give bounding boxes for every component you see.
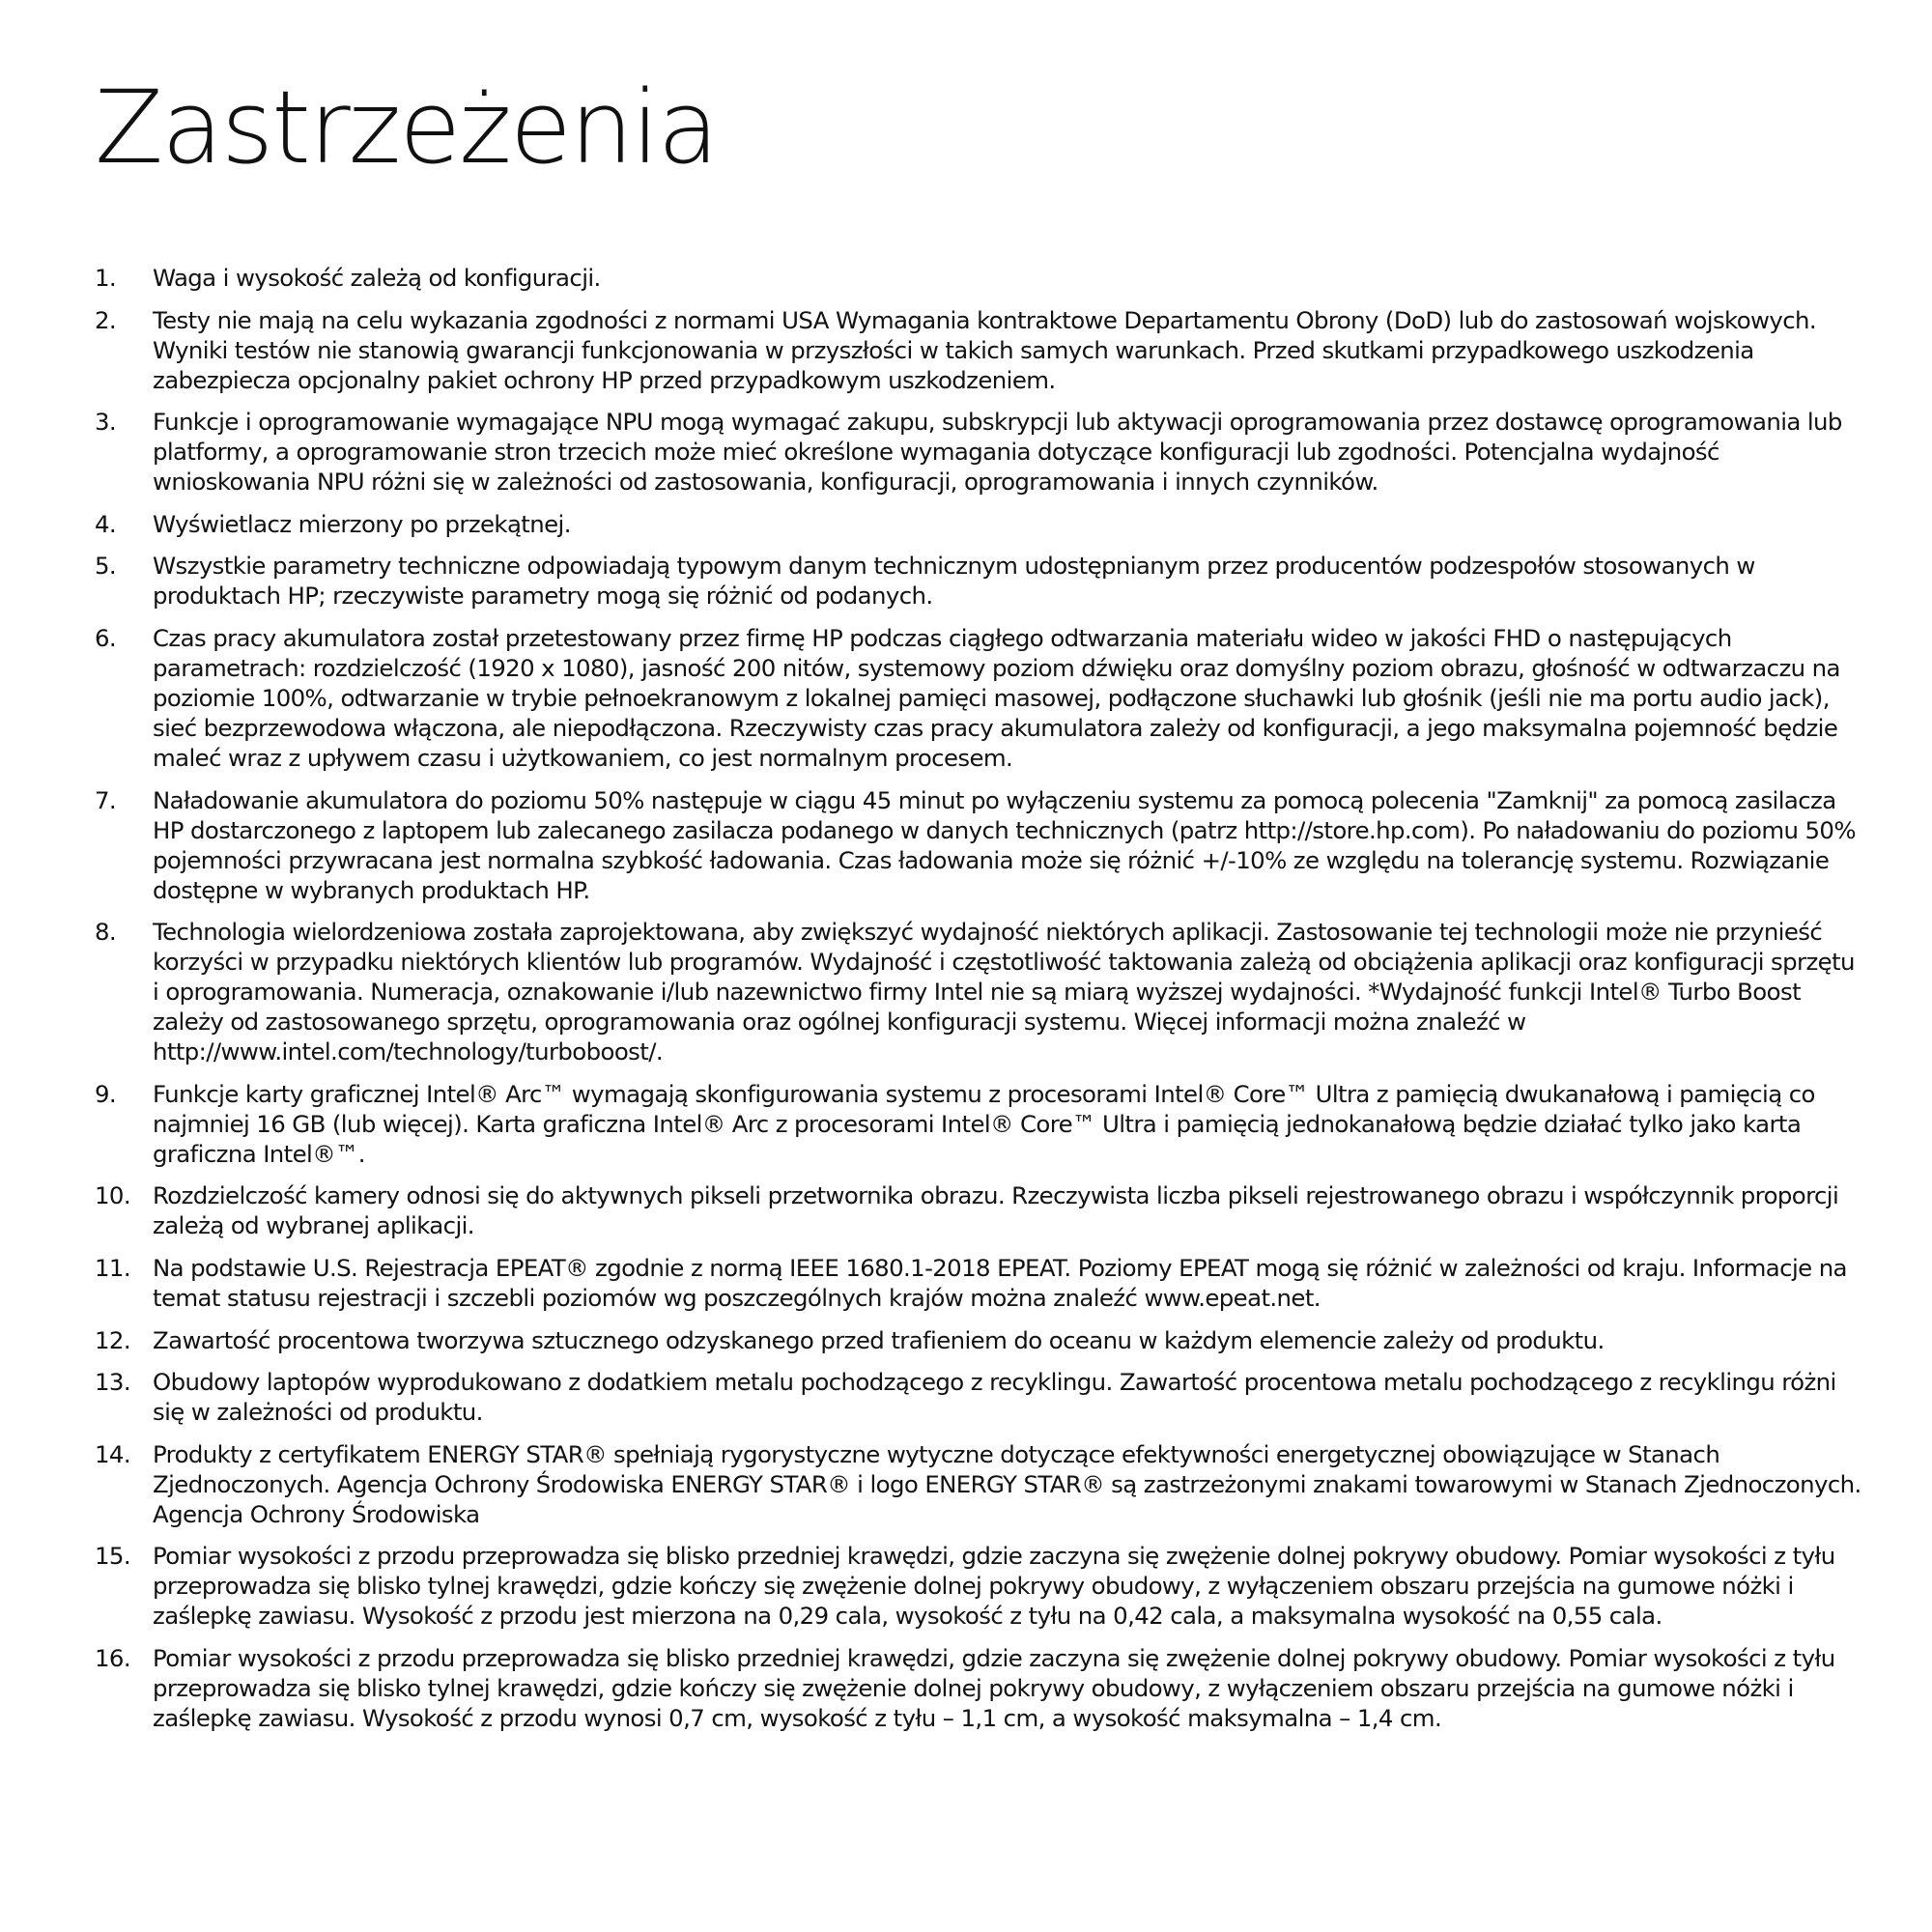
disclaimer-number: 7. — [95, 785, 117, 814]
disclaimer-text: Produkty z certyfikatem ENERGY STAR® spełniają rygorystyczne wytyczne dotyczące efektywności energetycznej obowiązujące w Stanach Zjednoczonych. Agencja Ochrony Środowiska ENERGY STAR® i logo ENERGY STAR® są zastrzeżonymi znakami towarowymi w Stanach Zjednoczonych. Agencja Ochrony Środowiska — [153, 1439, 1861, 1528]
disclaimer-text: Zawartość procentowa tworzywa sztucznego odzyskanego przed trafieniem do oceanu w każdym elemencie zależy od produktu. — [153, 1325, 1605, 1354]
disclaimer-item — [95, 1180, 1862, 1240]
disclaimer-item — [95, 785, 1862, 905]
disclaimer-number: 8. — [95, 918, 117, 947]
disclaimer-text: Testy nie mają na celu wykazania zgodności z normami USA Wymagania kontraktowe Departamentu Obrony (DoD) lub do zastosowań wojskowych. Wyniki testów nie stanowią gwarancji funkcjonowania w przyszłości w takich samych warunkach. Przed skutkami przypadkowego uszkodzenia zabezpiecza opcjonalny pakiet ochrony HP przed przypadkowym uszkodzeniem. — [153, 305, 1817, 394]
disclaimer-text: Pomiar wysokości z przodu przeprowadza się blisko przedniej krawędzi, gdzie zaczyna się zwężenie dolnej pokrywy obudowy. Pomiar wysokości z tyłu przeprowadza się blisko tylnej krawędzi, gdzie kończy się zwężenie dolnej pokrywy obudowy, z wyłączeniem obszaru przejścia na gumowe nóżki i zaślepkę zawiasu. Wysokość z przodu jest mierzona na 0,29 cala, wysokość z tyłu na 0,42 cala, a maksymalna wysokość na 0,55 cala. — [153, 1542, 1835, 1631]
disclaimer-text: Funkcje i oprogramowanie wymagające NPU mogą wymagać zakupu, subskrypcji lub aktywacji oprogramowania przez dostawcę oprogramowania lub platformy, a oprogramowanie stron trzecich może mieć określone wymagania dotyczące konfiguracji lub zgodności. Potencjalna wydajność wnioskowania NPU różni się w zależności od zastosowania, konfiguracji, oprogramowania i innych czynników. — [153, 408, 1842, 497]
disclaimer-number: 3. — [95, 408, 117, 437]
disclaimer-text: Waga i wysokość zależą od konfiguracji. — [153, 264, 601, 292]
disclaimer-item — [95, 509, 1862, 539]
disclaimer-list — [95, 263, 1862, 1746]
disclaimer-number: 12. — [95, 1325, 130, 1354]
disclaimer-item — [95, 1079, 1862, 1169]
disclaimer-text: Funkcje karty graficznej Intel® Arc™ wymagają skonfigurowania systemu z procesorami Intel® Core™ Ultra z pamięcią dwukanałową i pamięcią co najmniej 16 GB (lub więcej). Karta graficzna Intel® Arc z procesorami Intel® Core™ Ultra i pamięcią jednokanałową będzie działać tylko jako karta graficzna Intel®™. — [153, 1079, 1815, 1168]
disclaimer-item — [95, 263, 1862, 293]
disclaimer-item — [95, 305, 1862, 395]
disclaimer-text: Wszystkie parametry techniczne odpowiadają typowym danym technicznym udostępnianym przez producentów podzespołów stosowanych w produktach HP; rzeczywiste parametry mogą się różnić od podanych. — [153, 552, 1755, 611]
disclaimer-item — [95, 1367, 1862, 1427]
disclaimer-item — [95, 917, 1862, 1066]
disclaimer-number: 5. — [95, 552, 117, 581]
disclaimer-text: Pomiar wysokości z przodu przeprowadza się blisko przedniej krawędzi, gdzie zaczyna się zwężenie dolnej pokrywy obudowy. Pomiar wysokości z tyłu przeprowadza się blisko tylnej krawędzi, gdzie kończy się zwężenie dolnej pokrywy obudowy, z wyłączeniem obszaru przejścia na gumowe nóżki i zaślepkę zawiasu. Wysokość z przodu wynosi 0,7 cm, wysokość z tyłu – 1,1 cm, a wysokość maksymalna – 1,4 cm. — [153, 1643, 1835, 1732]
disclaimer-number: 15. — [95, 1542, 130, 1571]
disclaimer-item — [95, 1541, 1862, 1631]
page-title: Zastrzeżenia — [95, 69, 718, 186]
disclaimer-text: Rozdzielczość kamery odnosi się do aktywnych pikseli przetwornika obrazu. Rzeczywista liczba pikseli rejestrowanego obrazu i współczynnik proporcji zależą od wybranej aplikacji. — [153, 1181, 1839, 1240]
disclaimer-item — [95, 551, 1862, 611]
disclaimer-text: Technologia wielordzeniowa została zaprojektowana, aby zwiększyć wydajność niektórych aplikacji. Zastosowanie tej technologii może nie przynieść korzyści w przypadku niektórych klientów lub programów. Wydajność i częstotliwość taktowania zależą od obciążenia aplikacji oraz konfiguracji sprzętu i oprogramowania. Numeracja, oznakowanie i/lub nazewnictwo firmy Intel nie są miarą wyższej wydajności. *Wydajność funkcji Intel® Turbo Boost zależy od zastosowanego sprzętu, oprogramowania oraz ogólnej konfiguracji systemu. Więcej informacji można znaleźć w http://www.intel.com/technology/turboboost/. — [153, 918, 1855, 1066]
disclaimer-item — [95, 1643, 1862, 1733]
disclaimer-number: 13. — [95, 1368, 130, 1397]
disclaimer-number: 11. — [95, 1253, 130, 1282]
disclaimer-item — [95, 1439, 1862, 1529]
disclaimer-item — [95, 1325, 1862, 1355]
disclaimer-item — [95, 623, 1862, 773]
disclaimer-number: 9. — [95, 1079, 117, 1108]
disclaimer-text: Wyświetlacz mierzony po przekątnej. — [153, 509, 571, 538]
disclaimer-text: Obudowy laptopów wyprodukowano z dodatkiem metalu pochodzącego z recyklingu. Zawartość procentowa metalu pochodzącego z recyklingu różni się w zależności od produktu. — [153, 1368, 1836, 1427]
disclaimer-text: Naładowanie akumulatora do poziomu 50% następuje w ciągu 45 minut po wyłączeniu systemu za pomocą polecenia "Zamknij" za pomocą zasilacza HP dostarczonego z laptopem lub zalecanego zasilacza podanego w danych technicznych (patrz http://store.hp.com). Po naładowaniu do poziomu 50% pojemności przywracana jest normalna szybkość ładowania. Czas ładowania może się różnić +/-10% ze względu na tolerancję systemu. Rozwiązanie dostępne w wybranych produktach HP. — [153, 785, 1856, 904]
disclaimer-number: 4. — [95, 509, 117, 538]
disclaimer-number: 10. — [95, 1181, 130, 1210]
disclaimer-text: Czas pracy akumulatora został przetestowany przez firmę HP podczas ciągłego odtwarzania materiału wideo w jakości FHD o następujących parametrach: rozdzielczość (1920 x 1080), jasność 200 nitów, systemowy poziom dźwięku oraz domyślny poziom obrazu, głośność w odtwarzaczu na poziomie 100%, odtwarzanie w trybie pełnoekranowym z lokalnej pamięci masowej, podłączone słuchawki lub głośnik (jeśli nie ma portu audio jack), sieć bezprzewodowa włączona, ale niepodłączona. Rzeczywisty czas pracy akumulatora zależy od konfiguracji, a jego maksymalna pojemność będzie maleć wraz z upływem czasu i użytkowaniem, co jest normalnym procesem. — [153, 623, 1840, 772]
disclaimer-item — [95, 1253, 1862, 1313]
disclaimer-number: 1. — [95, 264, 117, 292]
disclaimer-text: Na podstawie U.S. Rejestracja EPEAT® zgodnie z normą IEEE 1680.1-2018 EPEAT. Poziomy EPEAT mogą się różnić w zależności od kraju. Informacje na temat statusu rejestracji i szczebli poziomów wg poszczególnych krajów można znaleźć www.epeat.net. — [153, 1253, 1847, 1312]
disclaimer-number: 16. — [95, 1643, 130, 1672]
disclaimer-number: 6. — [95, 623, 117, 652]
disclaimer-item — [95, 407, 1862, 497]
disclaimer-number: 2. — [95, 305, 117, 334]
disclaimer-number: 14. — [95, 1439, 130, 1468]
